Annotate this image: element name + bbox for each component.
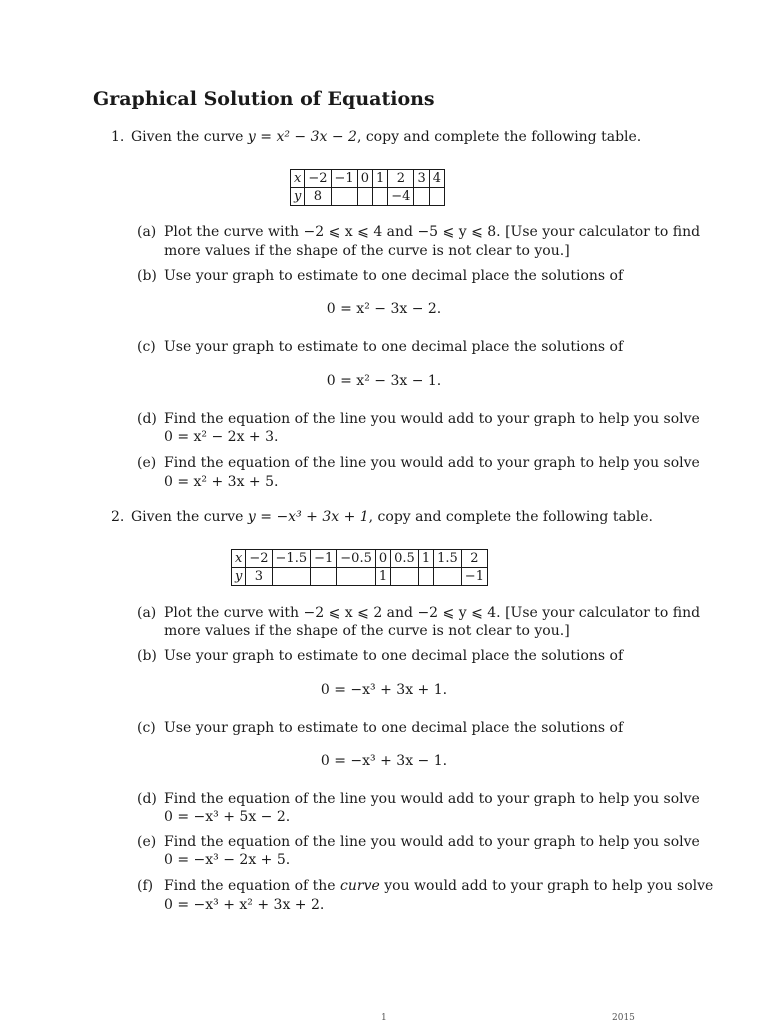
q2-x-cell: −2 [246, 550, 272, 568]
q1d-label: (d) [137, 411, 157, 427]
q2-y-cell [391, 568, 419, 586]
q1-number: 1. [111, 129, 125, 145]
q2-x-cell: 0.5 [391, 550, 419, 568]
q2d-label: (d) [137, 791, 157, 807]
q2f-label: (f) [137, 878, 154, 894]
q1c-label: (c) [137, 339, 156, 355]
q2-x-cell: −0.5 [337, 550, 376, 568]
q2-y-cell [272, 568, 311, 586]
q1b-equation: 0 = x² − 3x − 2. [326, 301, 442, 317]
q2-x-cell: −1 [311, 550, 337, 568]
q1c-equation: 0 = x² − 3x − 1. [326, 373, 442, 389]
q2c-equation: 0 = −x³ + 3x − 1. [320, 753, 448, 769]
q2e-line1: Find the equation of the line you would add to your graph to help you solve [164, 834, 700, 850]
q2b-equation: 0 = −x³ + 3x + 1. [320, 682, 448, 698]
q2-intro [131, 508, 653, 527]
q1-y-cell: 8 [305, 188, 331, 206]
q2-y-cell: 3 [246, 568, 272, 586]
q2a-line1: Plot the curve with −2 ⩽ x ⩽ 2 and −2 ⩽ y ⩽ 4. [Use your calculator to find [164, 605, 701, 621]
q2f-line1-emphasis: curve [340, 878, 380, 894]
q1e-label: (e) [137, 455, 157, 471]
q2-x-cell: 2 [461, 550, 487, 568]
q1-x-cell: −1 [331, 170, 357, 188]
q1-x-cell: −2 [305, 170, 331, 188]
q2-x-cell: 0 [375, 550, 390, 568]
q2b-line1: Use your graph to estimate to one decimal place the solutions of [164, 648, 624, 664]
q2-y-cell: −1 [461, 568, 487, 586]
q2-x-cell: 1 [418, 550, 433, 568]
q2-y-cell: 1 [375, 568, 390, 586]
q1-y-cell [331, 188, 357, 206]
q1-y-cell [372, 188, 387, 206]
q1-y-cell: −4 [388, 188, 414, 206]
q1-intro-post: , copy and complete the following table. [356, 129, 642, 145]
page-title: Graphical Solution of Equations [93, 88, 435, 110]
q2b-label: (b) [137, 648, 157, 664]
q2a-line2: more values if the shape of the curve is not clear to you.] [164, 623, 570, 639]
q1-x-header: x [291, 170, 305, 188]
q2-x-cell: −1.5 [272, 550, 311, 568]
q1-y-row [291, 188, 445, 206]
q1-y-cell [357, 188, 372, 206]
q1c-line1: Use your graph to estimate to one decimal place the solutions of [164, 339, 624, 355]
q2f-line1 [164, 877, 713, 896]
q1a-line1: Plot the curve with −2 ⩽ x ⩽ 4 and −5 ⩽ y ⩽ 8. [Use your calculator to find [164, 224, 701, 240]
footer-right-text: 2015 [612, 1013, 635, 1023]
q1-x-cell: 2 [388, 170, 414, 188]
q2-intro-pre: Given the curve [131, 509, 248, 525]
q2-x-cell: 1.5 [434, 550, 462, 568]
q2d-line1: Find the equation of the line you would add to your graph to help you solve [164, 791, 700, 807]
q2d-line2: 0 = −x³ + 5x − 2. [164, 809, 291, 825]
q1a-label: (a) [137, 224, 157, 240]
q2c-label: (c) [137, 720, 156, 736]
q2-y-cell [434, 568, 462, 586]
q2-x-header: x [232, 550, 246, 568]
q2-y-cell [311, 568, 337, 586]
q2-y-header: y [232, 568, 246, 586]
q1-x-cell: 1 [372, 170, 387, 188]
q2-y-cell [337, 568, 376, 586]
q2f-line1-post: you would add to your graph to help you solve [379, 878, 714, 894]
q2-y-row [232, 568, 488, 586]
q2-intro-equation: y = −x³ + 3x + 1 [247, 509, 369, 525]
q1-x-cell: 0 [357, 170, 372, 188]
q1e-line2: 0 = x² + 3x + 5. [164, 474, 279, 490]
q1-intro-pre: Given the curve [131, 129, 248, 145]
q2f-line2: 0 = −x³ + x² + 3x + 2. [164, 897, 325, 913]
q2-intro-post: , copy and complete the following table. [368, 509, 653, 525]
q2-number: 2. [111, 509, 125, 525]
q1-intro [131, 128, 641, 147]
q1-y-header: y [291, 188, 305, 206]
q2a-label: (a) [137, 605, 157, 621]
q2-y-cell [418, 568, 433, 586]
q1-x-cell: 3 [414, 170, 429, 188]
q1b-line1: Use your graph to estimate to one decimal place the solutions of [164, 268, 624, 284]
q1-value-table [290, 169, 445, 206]
q1-y-cell [414, 188, 429, 206]
q1b-label: (b) [137, 268, 157, 284]
q2e-line2: 0 = −x³ − 2x + 5. [164, 852, 291, 868]
q1-x-cell: 4 [429, 170, 444, 188]
q1d-line2: 0 = x² − 2x + 3. [164, 429, 279, 445]
q1-y-cell [429, 188, 444, 206]
q2e-label: (e) [137, 834, 157, 850]
q1-x-row [291, 170, 445, 188]
q1a-line2: more values if the shape of the curve is not clear to you.] [164, 243, 570, 259]
q2-value-table [231, 549, 488, 586]
page-number: 1 [381, 1013, 387, 1023]
q2-x-row [232, 550, 488, 568]
q1-intro-equation: y = x² − 3x − 2 [247, 129, 357, 145]
q1d-line1: Find the equation of the line you would add to your graph to help you solve [164, 411, 700, 427]
q2f-line1-pre: Find the equation of the [164, 878, 341, 894]
q2c-line1: Use your graph to estimate to one decimal place the solutions of [164, 720, 624, 736]
q1e-line1: Find the equation of the line you would add to your graph to help you solve [164, 455, 700, 471]
